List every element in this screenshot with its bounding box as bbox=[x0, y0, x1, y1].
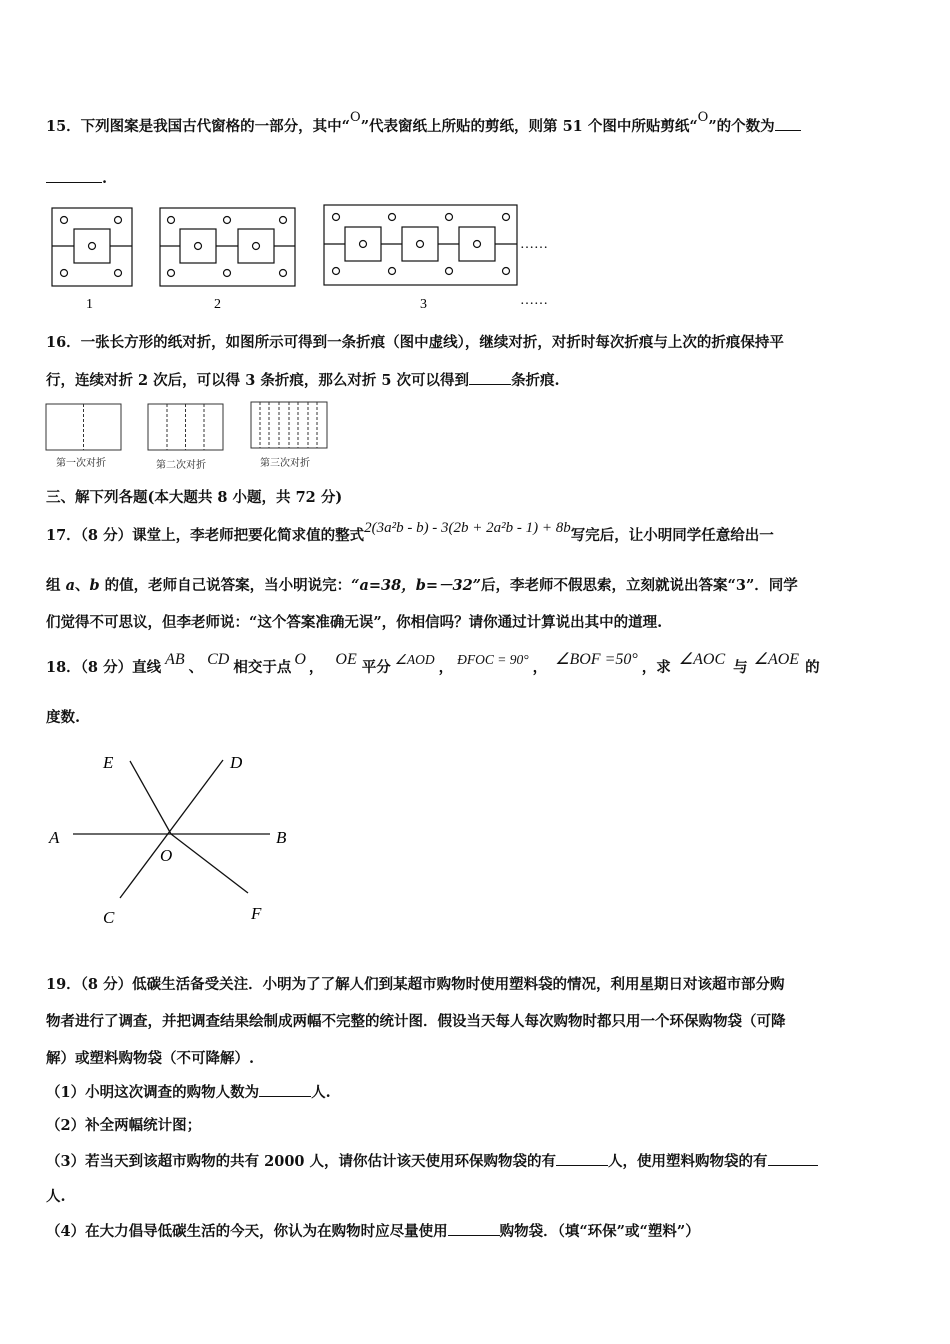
q17-line3: 们觉得不可思议，但李老师说：“这个答案准确无误”，你相信吗？请你通过计算说出其中的道理. bbox=[46, 614, 663, 631]
label-O: O bbox=[160, 846, 173, 865]
q17-expression: 2(3a²b - b) - 3(2b + 2a²b - 1) + 8b bbox=[364, 520, 571, 536]
ray-OE bbox=[130, 761, 171, 834]
ellipsis-2: …… bbox=[520, 293, 548, 308]
q17-line2: 组 a、b 的值，老师自己说答案，当小明说完：“a=38，b=－32”后，李老师不假思索，立刻就说出答案“3”．同学 bbox=[46, 577, 798, 594]
cutout-symbol-1: O bbox=[350, 110, 361, 125]
window-pattern-figure bbox=[40, 200, 580, 312]
fig-label-2: 2 bbox=[214, 297, 221, 312]
fold-caption-3: 第三次对折 bbox=[260, 458, 310, 469]
answer-blank-16[interactable] bbox=[469, 370, 511, 385]
folding-figure bbox=[40, 398, 340, 454]
answer-blank-19-3b[interactable] bbox=[768, 1151, 818, 1166]
q18-line2: 度数. bbox=[46, 709, 81, 726]
q17-line1: 17．（8 分）课堂上，李老师把要化简求值的整式2(3a²b - b) - 3(2b + 2a²b - 1) + 8b写完后，让小明同学任意给出一 bbox=[46, 520, 774, 544]
label-E: E bbox=[103, 753, 114, 772]
q15-line2: . bbox=[46, 168, 107, 189]
q15-line1: 15．下列图案是我国古代窗格的一部分，其中“O”代表窗纸上所贴的剪纸，则第 51 个图中所贴剪纸“O”的个数为 bbox=[46, 116, 801, 138]
q19-sub3-end: 人. bbox=[46, 1188, 66, 1205]
answer-blank-19-3a[interactable] bbox=[556, 1151, 608, 1166]
q19-line1: 19．（8 分）低碳生活备受关注．小明为了了解人们到某超市购物时使用塑料袋的情况，利用星期日对该超市部分购 bbox=[46, 976, 785, 993]
answer-blank-19-1[interactable] bbox=[259, 1082, 311, 1097]
answer-blank-19-4[interactable] bbox=[448, 1221, 500, 1236]
cutout-symbol-2: O bbox=[697, 110, 709, 125]
q16-line2: 行，连续对折 2 次后，可以得 3 条折痕，那么对折 5 次可以得到 条折痕. bbox=[46, 372, 560, 389]
q19-sub2: （2）补全两幅统计图； bbox=[46, 1117, 202, 1134]
label-D: D bbox=[230, 753, 243, 772]
intersecting-lines-figure bbox=[40, 745, 310, 935]
label-A: A bbox=[49, 828, 60, 847]
q19-line3: 解）或塑料购物袋（不可降解）. bbox=[46, 1050, 255, 1067]
ellipsis-1: …… bbox=[520, 237, 548, 252]
fig-label-3: 3 bbox=[420, 297, 427, 312]
fold-caption-1: 第一次对折 bbox=[56, 458, 106, 469]
fold-caption-2: 第二次对折 bbox=[156, 460, 206, 471]
label-C: C bbox=[103, 908, 115, 927]
q18-line1: 18．（8 分）直线 AB 、 CD 相交于点 O ， OE 平分 ∠AOD ， ÐFOC = 90° ， ∠BOF =50° ，求 ∠AOC 与 ∠AOE 的 bbox=[46, 651, 820, 676]
label-F: F bbox=[251, 904, 262, 923]
ray-OF bbox=[171, 834, 248, 893]
q19-sub3: （3）若当天到该超市购物的共有 2000 人，请你估计该天使用环保购物袋的有 人，使用塑料购物袋的有 bbox=[46, 1151, 818, 1172]
q19-sub4: （4）在大力倡导低碳生活的今天，你认为在购物时应尽量使用 购物袋．（填“环保”或“塑料”） bbox=[46, 1223, 700, 1240]
q19-line2: 物者进行了调查，并把调查结果绘制成两幅不完整的统计图．假设当天每人每次购物时都只用一个环保购物袋（可降 bbox=[46, 1013, 786, 1030]
label-B: B bbox=[276, 828, 287, 847]
line-CD bbox=[120, 760, 223, 898]
fig-label-1: 1 bbox=[86, 297, 93, 312]
answer-blank-15b[interactable] bbox=[46, 168, 102, 183]
q19-sub1: （1）小明这次调查的购物人数为 人. bbox=[46, 1084, 331, 1101]
answer-blank-15a[interactable] bbox=[775, 116, 801, 131]
section-heading: 三、解下列各题(本大题共 8 小题，共 72 分) bbox=[46, 489, 343, 506]
q16-line1: 16．一张长方形的纸对折，如图所示可得到一条折痕（图中虚线），继续对折，对折时每次折痕与上次的折痕保持平 bbox=[46, 334, 784, 351]
